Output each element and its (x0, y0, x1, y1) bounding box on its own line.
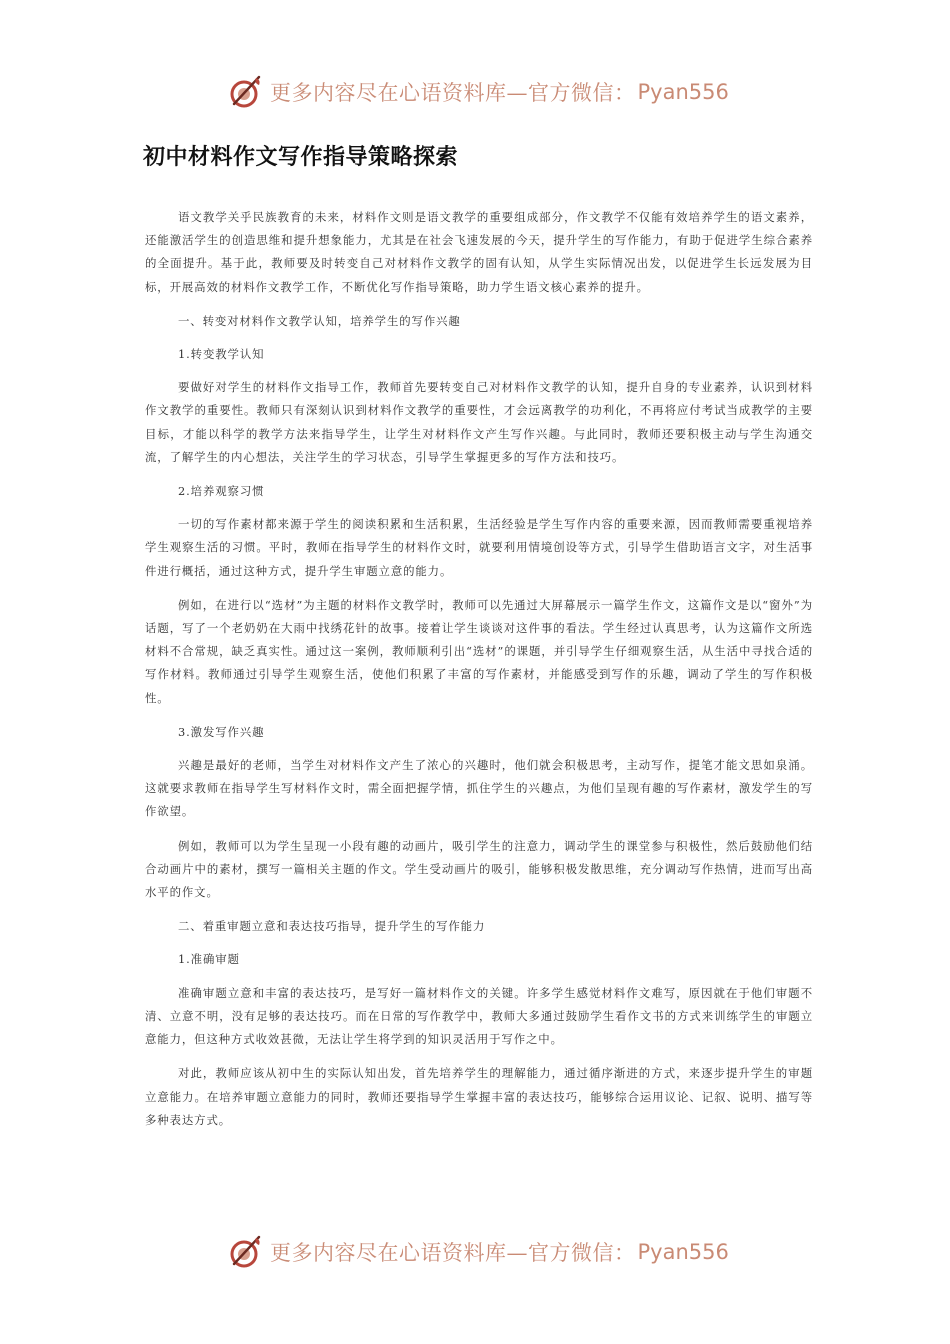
paragraph: 兴趣是最好的老师，当学生对材料作文产生了浓心的兴趣时，他们就会积极思考，主动写作，提笔才能文思如泉涌。这就要求教师在指导学生写材料作文时，需全面把握学情，抓住学生的兴趣点，为他们呈现有趣的写作素材，激发学生的写作欲望。 (145, 758, 813, 819)
section-heading: 一、转变对材料作文教学认知，培养学生的写作兴趣 (178, 313, 461, 328)
banner-text: 更多内容尽在心语资料库—官方微信： (270, 81, 636, 105)
article-body (145, 206, 813, 1143)
subsection-heading: 1.准确审题 (178, 952, 240, 967)
quill-logo-icon (228, 1234, 264, 1270)
header-banner (228, 72, 728, 112)
paragraph: 准确审题立意和丰富的表达技巧，是写好一篇材料作文的关键。许多学生感觉材料作文难写，原因就在于他们审题不清、立意不明，没有足够的表达技巧。而在日常的写作教学中，教师大多通过鼓励学生看作文书的方式来训练学生的审题立意能力，但这种方式收效甚微，无法让学生将学到的知识灵活用于写作之中。 (145, 985, 813, 1047)
footer-banner (228, 1232, 728, 1272)
quill-logo-icon (228, 74, 264, 110)
paragraph: 语文教学关乎民族教育的未来，材料作文则是语文教学的重要组成部分，作文教学不仅能有效培养学生的语文素养，还能激活学生的创造思维和提升想象能力，尤其是在社会飞速发展的今天，提升学生的写作能力，有助于促进学生综合素养的全面提升。基于此，教师要及时转变自己对材料作文教学的固有认知，从学生实际情况出发，以促进学生长远发展为目标，开展高效的材料作文教学工作，不断优化写作指导策略，助力学生语文核心素养的提升。 (145, 210, 813, 294)
subsection-heading: 2.培养观察习惯 (178, 484, 265, 499)
footer-banner-text: 更多内容尽在心语资料库—官方微信： (270, 1241, 636, 1265)
page-title: 初中材料作文写作指导策略探索 (143, 145, 459, 170)
paragraph: 例如，在进行以“选材”为主题的材料作文教学时，教师可以先通过大屏幕展示一篇学生作文，这篇作文是以“窗外”为话题，写了一个老奶奶在大雨中找绣花针的故事。接着让学生谈谈对这件事的看法。学生经过认真思考，认为这篇作文所选材料不合常规，缺乏真实性。通过这一案例，教师顺利引出“选材”的课题，并引导学生仔细观察生活，从生活中寻找合适的写作材料。教师通过引导学生观察生活，使他们积累了丰富的写作素材，并能感受到写作的乐趣，调动了学生的写作积极性。 (145, 597, 813, 705)
paragraph: 一切的写作素材都来源于学生的阅读积累和生活积累，生活经验是学生写作内容的重要来源，因而教师需要重视培养学生观察生活的习惯。平时，教师在指导学生的材料作文时，就要利用情境创设等方式，引导学生借助语言文字，对生活事件进行概括，通过这种方式，提升学生审题立意的能力。 (145, 517, 813, 578)
subsection-heading: 3.激发写作兴趣 (178, 724, 265, 739)
paragraph: 对此，教师应该从初中生的实际认知出发，首先培养学生的理解能力，通过循序渐进的方式，来逐步提升学生的审题立意能力。在培养审题立意能力的同时，教师还要指导学生掌握丰富的表达技巧，能够综合运用议论、记叙、说明、描写等多种表达方式。 (145, 1066, 813, 1127)
paragraph: 例如，教师可以为学生呈现一小段有趣的动画片，吸引学生的注意力，调动学生的课堂参与积极性，然后鼓励他们结合动画片中的素材，撰写一篇相关主题的作文。学生受动画片的吸引，能够积极发散思维，充分调动写作热情，进而写出高水平的作文。 (145, 838, 813, 900)
footer-banner-wechat-id: Pyan556 (637, 1240, 729, 1264)
banner-wechat-id: Pyan556 (637, 80, 729, 104)
section-heading: 二、着重审题立意和表达技巧指导，提升学生的写作能力 (178, 919, 486, 934)
subsection-heading: 1.转变教学认知 (178, 347, 265, 362)
paragraph: 要做好对学生的材料作文指导工作，教师首先要转变自己对材料作文教学的认知，提升自身的专业素养，认识到材料作文教学的重要性。教师只有深刻认识到材料作文教学的重要性，才会远离教学的功利化，不再将应付考试当成教学的主要目标，才能以科学的教学方法来指导学生，让学生对材料作文产生写作兴趣。与此同时，教师还要积极主动与学生沟通交流，了解学生的内心想法，关注学生的学习状态，引导学生掌握更多的写作方法和技巧。 (145, 380, 813, 464)
